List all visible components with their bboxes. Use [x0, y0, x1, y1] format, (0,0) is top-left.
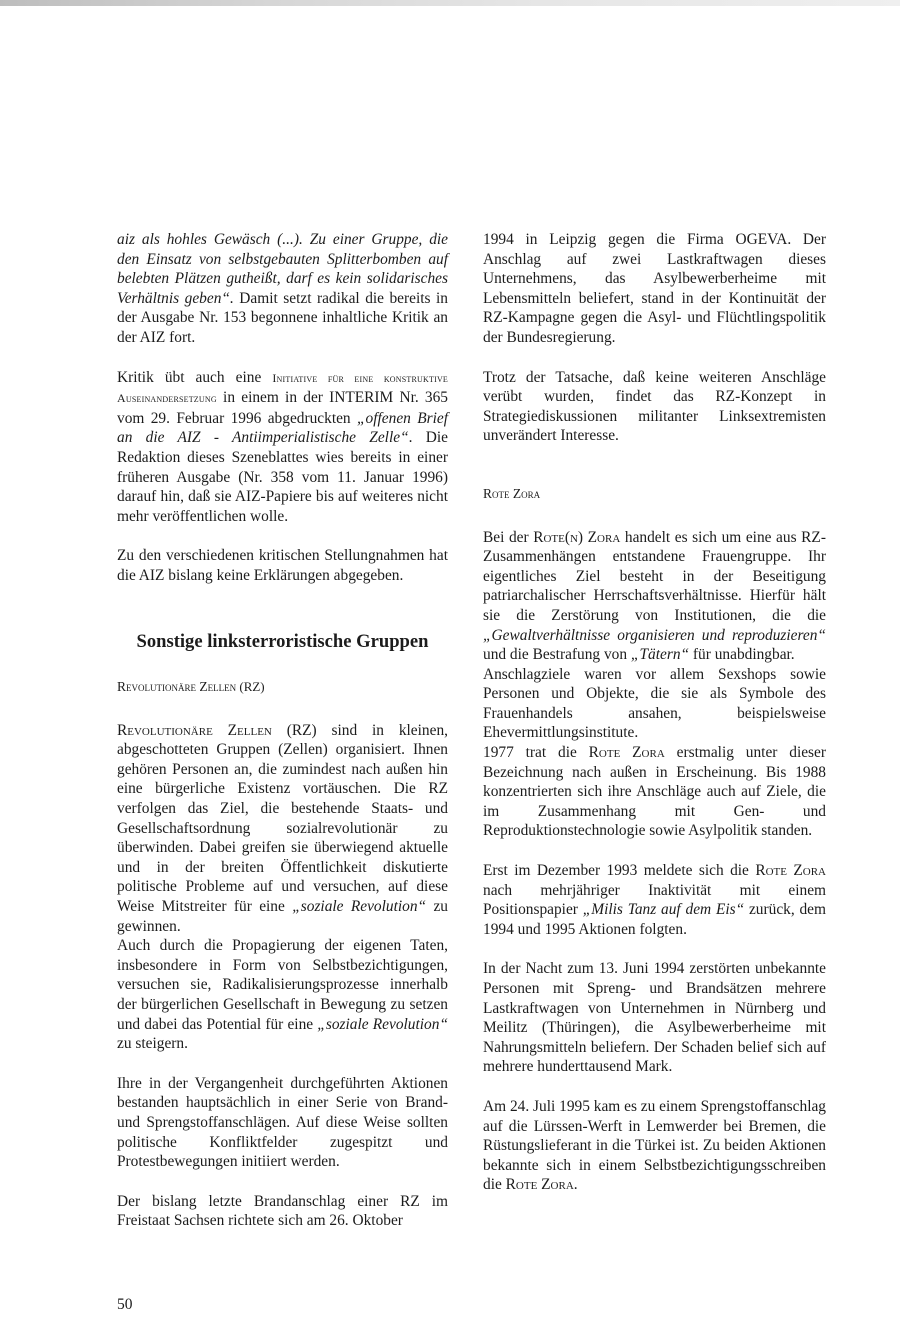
paragraph-rz-last-attack: Der bislang letzte Brandanschlag einer RZ im Freistaat Sachsen richtete sich am 26. Oktober	[117, 1192, 448, 1230]
section-heading: Sonstige linksterroristische Gruppen	[136, 630, 429, 652]
paragraph-rote-zora-targets: Anschlagziele waren vor allem Sexshops sowie Personen und Objekte, die sie als Symbole des Frauenhandels ansahen, beispielsweise Ehevermittlungsinstitute.	[483, 665, 826, 742]
paragraph-june-1994-attack: In der Nacht zum 13. Juni 1994 zerstörten unbekannte Personen mit Spreng- und Brandsätzen mehrere Lastkraftwagen von Unternehmen in Nürnberg und Meilitz (Thüringen), die Asylbewerberheime mit Nahrungsmitteln beliefern. Der Schaden belief sich auf mehrere hunderttausend Mark.	[483, 960, 826, 1076]
paragraph-rote-zora-1993: Erst im Dezember 1993 meldete sich die Rote Zora nach mehrjähriger Inaktivität mit einem Positionspapier „Milis Tanz auf dem Eis“ zurück, dem 1994 und 1995 Aktionen folgten.	[483, 862, 827, 938]
subheading-revolutionaere-zellen: Revolutionäre Zellen (RZ)	[117, 679, 265, 695]
paragraph-leipzig-attack: 1994 in Leipzig gegen die Firma OGEVA. Der Anschlag auf zwei Lastkraftwagen dieses Unternehmens, das Asylbewerberheime mit Lebensmitteln beliefert, stand in der Kontinuität der RZ-Kampagne gegen die Asyl- und Flüchtlingspolitik der Bundesregierung.	[483, 231, 826, 346]
left-column	[117, 230, 448, 1251]
paragraph-rz-propaganda: Auch durch die Propagierung der eigenen Taten, insbesondere in Form von Selbstbezichtigungen, versuchen sie, Radikalisierungsprozesse innerhalb der bürgerlichen Gesellschaft in Bewegung zu setzen und dabei das Potential für eine „soziale Revolution“ zu steigern.	[117, 937, 448, 1053]
paragraph-rote-zora-intro: Bei der Rote(n) Zora handelt es sich um eine aus RZ-Zusammenhängen entstandene Frauengruppe. Ihr eigentliches Ziel besteht in der Beseitigung patriarchalischer Herrschaftsverhältnisse. Hierfür hält sie die Zerstörung von Institutionen, die die „Gewaltverhältnisse organisieren und reproduzieren“ und die Bestrafung von „Tätern“ für unabdingbar.	[483, 528, 826, 664]
page-number: 50	[117, 1296, 133, 1313]
paragraph-rz-organisation: Revolutionäre Zellen (RZ) sind in kleinen, abgeschotteten Gruppen (Zellen) organisiert. Ihnen gehören Personen an, die zumindest nach außen hin eine bürgerliche Existenz vortäuschen. Die RZ verfolgen das Ziel, die bestehende Staats- und Gesellschaftsordnung sozialrevolutionär zu überwinden. Dabei greifen sie überwiegend aktuelle und in der breiten Öffentlichkeit diskutierte politische Probleme auf und versuchen, auf diese Weise Mitstreiter für eine „soziale Revolution“ zu gewinnen.	[117, 721, 448, 935]
paragraph-aiz-criticism: aiz als hohles Gewäsch (...). Zu einer Gruppe, die den Einsatz von selbstgebauten Splitterbomben auf belebten Plätzen gutheißt, darf es kein solidarisches Verhältnis geben“. Damit setzt radikal die bereits in der Ausgabe Nr. 153 begonnene inhaltliche Kritik an der AIZ fort.	[117, 231, 448, 346]
paragraph-aiz-no-statement: Zu den verschiedenen kritischen Stellungnahmen hat die AIZ bislang keine Erklärungen abgegeben.	[117, 547, 448, 584]
paragraph-initiative-criticism: Kritik übt auch eine Initiative für eine konstruktive Auseinandersetzung in einem in der INTERIM Nr. 365 vom 29. Februar 1996 abgedruckten „offenen Brief an die AIZ - Antiimperialistische Zelle“. Die Redaktion dieses Szeneblattes wies bereits in einer früheren Ausgabe (Nr. 358 vom 11. Januar 1996) darauf hin, daß sie AIZ-Papiere bis auf weiteres nicht mehr veröffentlichen wolle.	[117, 368, 449, 525]
paragraph-rz-actions: Ihre in der Vergangenheit durchgeführten Aktionen bestanden hauptsächlich in einer Serie von Brand- und Sprengstoffanschlägen. Auf diese Weise sollten politische Konfliktfelder zugespitzt und Protestbewegungen initiiert werden.	[117, 1074, 448, 1171]
paragraph-rz-concept: Trotz der Tatsache, daß keine weiteren Anschläge verübt wurden, findet das RZ-Konzept in Strategiediskussionen militanter Linksextremisten unverändert Interesse.	[483, 368, 826, 445]
paragraph-rote-zora-1977: 1977 trat die Rote Zora erstmalig unter dieser Bezeichnung nach außen in Erscheinung. Bis 1988 konzentrierten sich ihre Anschläge auch auf Ziele, die im Zusammenhang mit Gen- und Reproduktionstechnologie sowie Asylpolitik standen.	[483, 744, 827, 840]
subheading-rote-zora: Rote Zora	[483, 485, 541, 501]
paragraph-july-1995-attack: Am 24. Juli 1995 kam es zu einem Sprengstoffanschlag auf die Lürssen-Werft in Lemwerder bei Bremen, die Rüstungslieferant in die Türkei ist. Zu beiden Aktionen bekannte sich in einem Selbstbezichtigungsschreiben die Rote Zora.	[483, 1097, 826, 1194]
right-column	[483, 230, 826, 1215]
scan-edge-artifact	[0, 0, 900, 6]
